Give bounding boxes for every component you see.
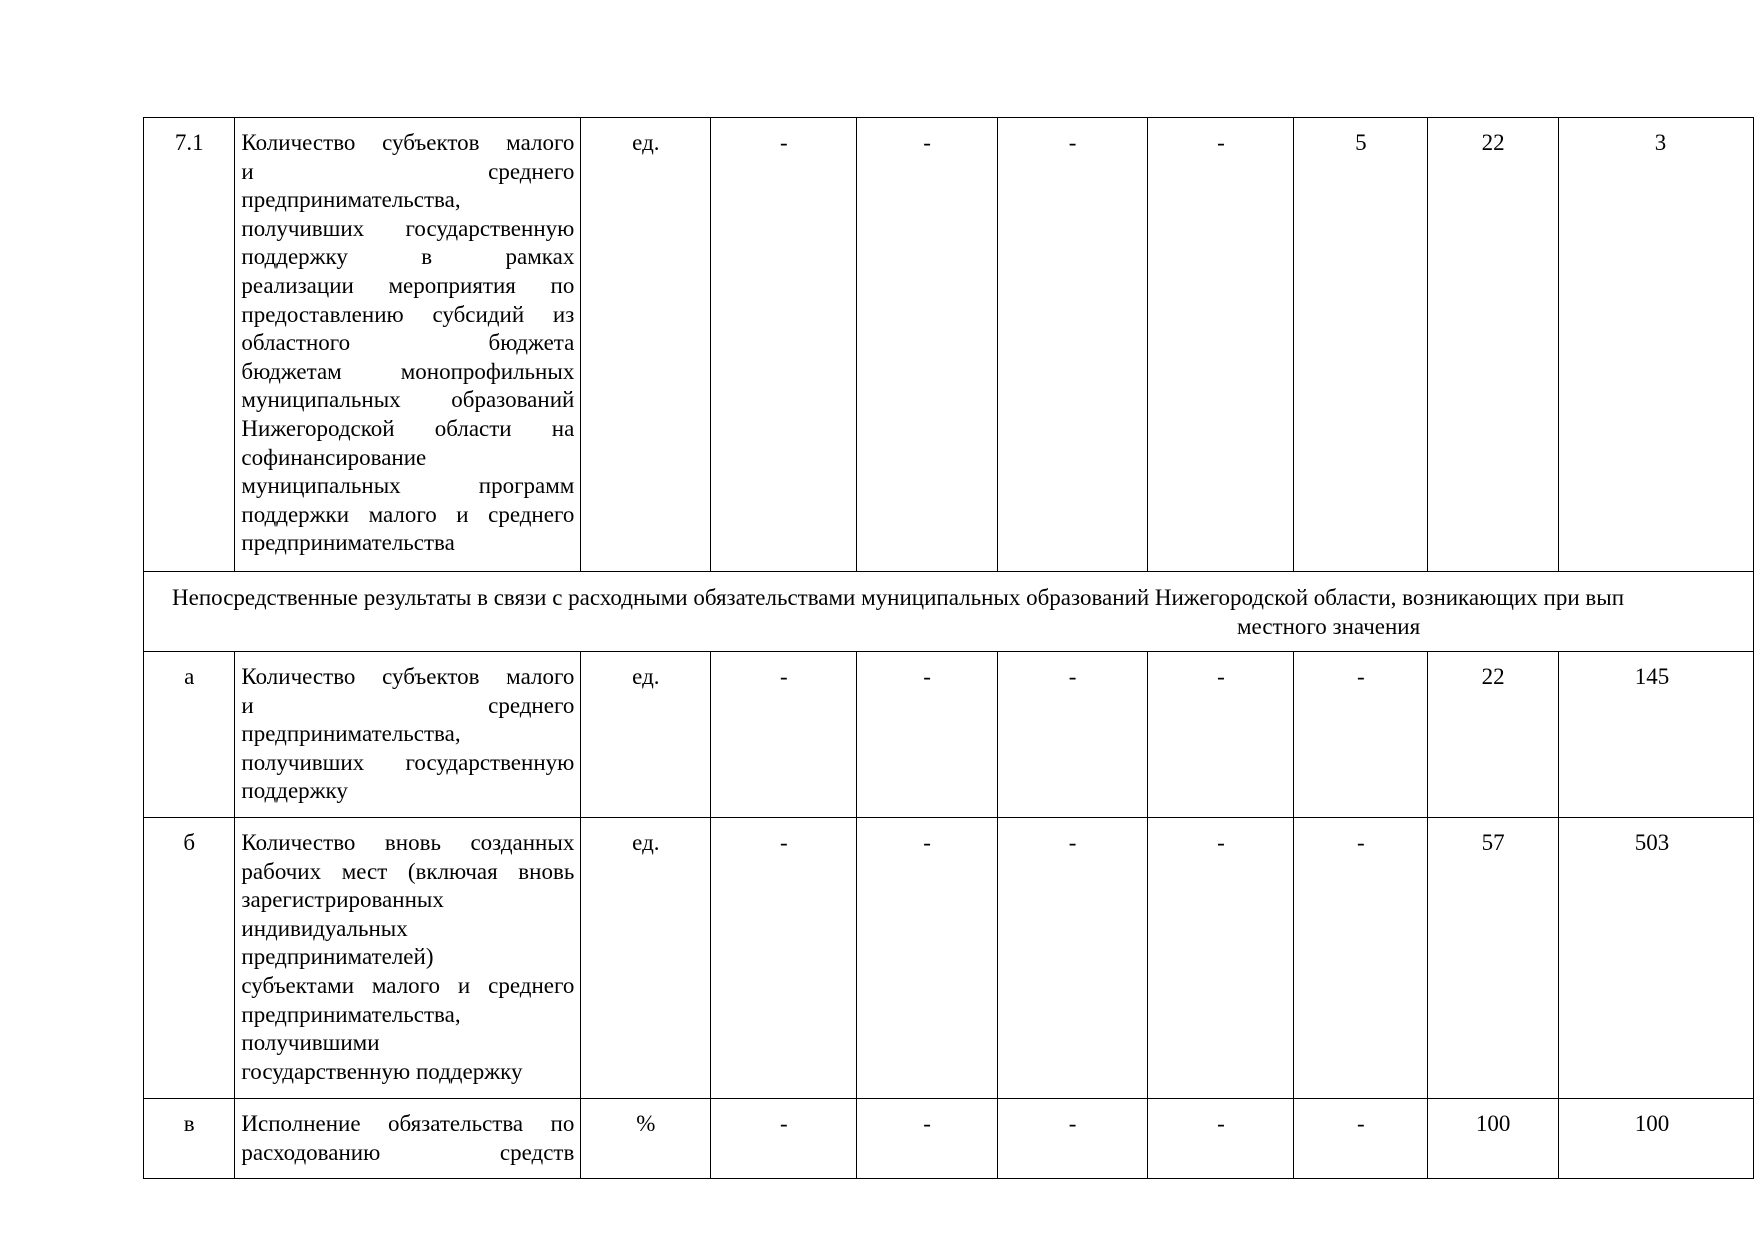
value-cell: - <box>997 118 1148 572</box>
description-line: получившими <box>241 1030 380 1056</box>
value-cell: - <box>1148 1099 1294 1179</box>
row-number: в <box>144 1099 235 1179</box>
value-cell: - <box>711 652 857 818</box>
description-line: предпринимательства, <box>241 187 461 213</box>
section-header-line: Непосредственные результаты в связи с расходными обязательствами муниципальных образований Нижегородской области, возникающих при вып <box>172 585 1625 610</box>
value-cell: 145 <box>1558 652 1753 818</box>
value-cell: - <box>997 652 1148 818</box>
value-cell: - <box>857 818 997 1099</box>
section-header <box>144 572 1754 652</box>
description-line: и среднего <box>241 158 575 184</box>
value-cell: 5 <box>1294 118 1428 572</box>
table-row <box>144 118 1754 572</box>
description-line: Исполнение обязательства по <box>241 1111 575 1136</box>
row-number: б <box>144 818 235 1099</box>
unit-cell: ед. <box>581 652 711 818</box>
description-line: расходованию средств <box>241 1139 575 1165</box>
description-line: софинансирование <box>241 444 427 470</box>
value-cell: - <box>1148 118 1294 572</box>
row-description <box>235 1099 581 1179</box>
description-line: реализации мероприятия по <box>241 272 575 298</box>
unit-cell: ед. <box>581 118 711 572</box>
description-line: зарегистрированных <box>241 887 444 913</box>
value-cell: - <box>857 652 997 818</box>
description-line: получивших государственную <box>241 749 575 775</box>
description-line: Количество субъектов малого <box>241 664 575 689</box>
row-number: 7.1 <box>144 118 235 572</box>
description-line: индивидуальных <box>241 915 408 941</box>
description-line: государственную поддержку <box>241 1058 523 1084</box>
unit-cell: ед. <box>581 818 711 1099</box>
value-cell: 3 <box>1558 118 1753 572</box>
description-line: поддержки малого и среднего <box>241 501 575 527</box>
value-cell: - <box>711 1099 857 1179</box>
row-description <box>235 118 581 572</box>
description-line: предпринимательства <box>241 530 455 556</box>
value-cell: - <box>1294 1099 1428 1179</box>
row-description <box>235 818 581 1099</box>
value-cell: 100 <box>1558 1099 1753 1179</box>
section-header-line: местного значения <box>1237 613 1421 639</box>
description-line: муниципальных образований <box>241 387 575 413</box>
value-cell: - <box>857 118 997 572</box>
description-line: предоставлению субсидий из <box>241 301 575 327</box>
description-line: предпринимательства, <box>241 1001 461 1027</box>
value-cell: 22 <box>1428 652 1558 818</box>
value-cell: - <box>711 118 857 572</box>
value-cell: 22 <box>1428 118 1558 572</box>
description-line: субъектами малого и среднего <box>241 972 575 998</box>
description-line: рабочих мест (включая вновь <box>241 858 575 884</box>
unit-cell: % <box>581 1099 711 1179</box>
value-cell: - <box>711 818 857 1099</box>
value-cell: 503 <box>1558 818 1753 1099</box>
indicators-table <box>143 117 1754 1179</box>
value-cell: - <box>1148 652 1294 818</box>
value-cell: - <box>1294 818 1428 1099</box>
description-line: бюджетам монопрофильных <box>241 358 575 384</box>
description-line: Нижегородской области на <box>241 415 575 441</box>
description-line: муниципальных программ <box>241 473 575 499</box>
value-cell: - <box>1294 652 1428 818</box>
row-description <box>235 652 581 818</box>
value-cell: - <box>1148 818 1294 1099</box>
description-line: поддержку <box>241 778 348 804</box>
description-line: областного бюджета <box>241 330 575 356</box>
section-header-row <box>144 572 1754 652</box>
value-cell: - <box>997 1099 1148 1179</box>
description-line: Количество вновь созданных <box>241 830 575 855</box>
description-line: предпринимательства, <box>241 721 461 747</box>
value-cell: - <box>857 1099 997 1179</box>
description-line: предпринимателей) <box>241 944 434 970</box>
table-row <box>144 652 1754 818</box>
description-line: и среднего <box>241 692 575 718</box>
value-cell: 100 <box>1428 1099 1558 1179</box>
value-cell: 57 <box>1428 818 1558 1099</box>
row-number: а <box>144 652 235 818</box>
description-line: получивших государственную <box>241 215 575 241</box>
value-cell: - <box>997 818 1148 1099</box>
table-row <box>144 1099 1754 1179</box>
description-line: Количество субъектов малого <box>241 130 575 155</box>
description-line: поддержку в рамках <box>241 244 575 270</box>
table-row <box>144 818 1754 1099</box>
